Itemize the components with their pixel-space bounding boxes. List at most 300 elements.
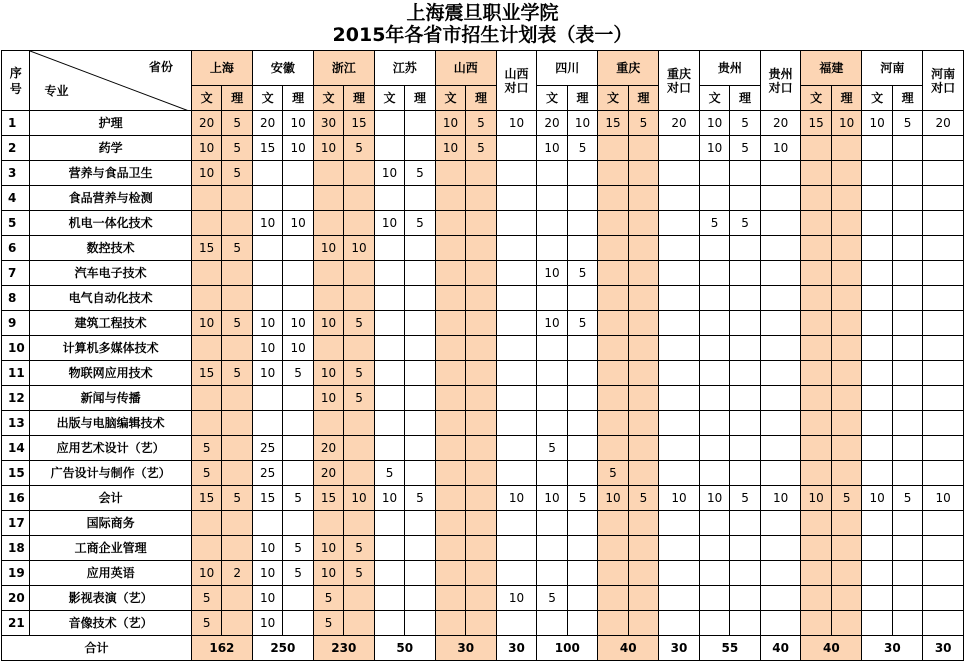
data-cell [892,511,922,536]
data-cell [496,511,537,536]
data-cell [537,536,567,561]
data-cell [283,161,313,186]
data-cell [892,136,922,161]
data-cell: 10 [313,236,343,261]
row-number: 1 [2,111,30,136]
data-cell: 10 [801,486,831,511]
data-cell: 10 [567,111,597,136]
data-cell: 5 [191,436,221,461]
data-cell [496,311,537,336]
data-cell [923,336,964,361]
data-cell: 10 [699,486,729,511]
data-cell: 10 [699,136,729,161]
data-cell: 20 [191,111,221,136]
data-cell [801,236,831,261]
row-major: 数控技术 [30,236,191,261]
data-cell: 5 [628,486,658,511]
data-cell [730,361,760,386]
data-cell [405,561,435,586]
data-cell: 10 [496,586,537,611]
total-value: 30 [862,636,923,661]
data-cell: 10 [252,536,282,561]
data-cell [628,286,658,311]
data-cell [313,511,343,536]
data-cell: 20 [923,111,964,136]
data-cell [699,311,729,336]
data-cell: 10 [659,486,700,511]
data-cell [801,186,831,211]
data-cell [496,336,537,361]
data-cell: 10 [496,111,537,136]
data-cell [537,186,567,211]
row-major: 机电一体化技术 [30,211,191,236]
data-cell [659,311,700,336]
data-cell [730,386,760,411]
data-cell [923,411,964,436]
data-cell [862,536,892,561]
data-cell [659,586,700,611]
data-cell [537,286,567,311]
data-cell [923,361,964,386]
data-cell [760,361,801,386]
header-li: 理 [466,86,496,111]
row-major: 新闻与传播 [30,386,191,411]
data-cell: 10 [374,486,404,511]
data-cell [405,586,435,611]
table-row [2,511,964,536]
data-cell: 10 [252,561,282,586]
data-cell [567,186,597,211]
row-major: 会计 [30,486,191,511]
data-cell [567,611,597,636]
row-major: 建筑工程技术 [30,311,191,336]
data-cell [831,136,861,161]
data-cell [496,361,537,386]
data-cell [659,411,700,436]
data-cell [659,136,700,161]
data-cell: 5 [222,486,252,511]
data-cell: 5 [222,136,252,161]
data-cell [466,561,496,586]
data-cell [496,611,537,636]
data-cell [659,536,700,561]
table-row [2,461,964,486]
data-cell: 10 [923,486,964,511]
data-cell [283,286,313,311]
data-cell [191,536,221,561]
data-cell [191,286,221,311]
data-cell [730,161,760,186]
data-cell: 10 [435,136,465,161]
header-li: 理 [344,86,374,111]
data-cell [344,461,374,486]
data-cell: 15 [191,361,221,386]
data-cell: 5 [191,611,221,636]
total-value: 30 [923,636,964,661]
data-cell: 5 [730,486,760,511]
data-cell [801,411,831,436]
data-cell [283,611,313,636]
data-cell [374,261,404,286]
data-cell [598,536,628,561]
data-cell [760,186,801,211]
data-cell [537,236,567,261]
data-cell [567,286,597,311]
data-cell [466,311,496,336]
total-value: 250 [252,636,313,661]
data-cell [730,511,760,536]
row-major: 护理 [30,111,191,136]
header-province-label: 省份 [148,60,173,74]
data-cell [862,561,892,586]
data-cell [892,336,922,361]
data-cell [923,286,964,311]
data-cell [252,236,282,261]
data-cell: 15 [313,486,343,511]
data-cell [862,511,892,536]
data-cell [313,261,343,286]
data-cell [496,286,537,311]
data-cell [831,411,861,436]
data-cell [405,411,435,436]
data-cell [831,336,861,361]
data-cell [496,461,537,486]
data-cell: 10 [191,311,221,336]
data-cell [760,461,801,486]
data-cell [405,611,435,636]
data-cell [374,186,404,211]
data-cell [191,411,221,436]
data-cell [313,336,343,361]
data-cell: 10 [313,311,343,336]
table-row [2,261,964,286]
header-province: 河南 [862,51,923,86]
data-cell: 5 [730,111,760,136]
data-cell [831,211,861,236]
data-cell [760,436,801,461]
data-cell [659,261,700,286]
header-li: 理 [222,86,252,111]
data-cell: 10 [283,211,313,236]
data-cell [567,161,597,186]
data-cell [435,461,465,486]
data-cell [699,336,729,361]
data-cell [659,561,700,586]
data-cell [344,161,374,186]
table-row [2,586,964,611]
data-cell [598,511,628,536]
data-cell: 5 [313,586,343,611]
data-cell [862,311,892,336]
data-cell [923,461,964,486]
data-cell: 10 [252,311,282,336]
data-cell [760,286,801,311]
table-row [2,536,964,561]
data-cell: 20 [537,111,567,136]
data-cell [892,461,922,486]
data-cell [760,611,801,636]
data-cell [567,536,597,561]
data-cell [374,361,404,386]
row-number: 18 [2,536,30,561]
data-cell: 5 [283,561,313,586]
table-row [2,486,964,511]
data-cell [283,436,313,461]
data-cell [598,411,628,436]
data-cell [699,261,729,286]
data-cell [313,411,343,436]
enrollment-plan-table [1,50,964,661]
data-cell [628,586,658,611]
data-cell [659,236,700,261]
data-cell [801,286,831,311]
data-cell [344,436,374,461]
row-major: 音像技术（艺） [30,611,191,636]
data-cell [466,586,496,611]
data-cell [344,411,374,436]
data-cell: 5 [831,486,861,511]
data-cell [628,311,658,336]
data-cell [405,111,435,136]
data-cell [374,511,404,536]
data-cell [598,361,628,386]
data-cell [862,236,892,261]
data-cell [537,561,567,586]
data-cell [222,461,252,486]
data-cell: 10 [496,486,537,511]
row-number: 14 [2,436,30,461]
data-cell [598,586,628,611]
row-major: 影视表演（艺） [30,586,191,611]
data-cell: 5 [730,136,760,161]
data-cell [252,411,282,436]
table-row [2,311,964,336]
data-cell [923,511,964,536]
header-wen: 文 [252,86,282,111]
data-cell [496,536,537,561]
data-cell [537,361,567,386]
data-cell [598,161,628,186]
data-cell: 10 [313,361,343,386]
data-cell [283,386,313,411]
data-cell [466,236,496,261]
data-cell [222,336,252,361]
data-cell [628,161,658,186]
data-cell [222,211,252,236]
row-number: 16 [2,486,30,511]
data-cell [730,236,760,261]
data-cell [466,536,496,561]
row-major: 应用英语 [30,561,191,586]
data-cell: 5 [222,311,252,336]
data-cell [374,386,404,411]
data-cell [760,411,801,436]
data-cell [801,461,831,486]
data-cell: 10 [699,111,729,136]
data-cell [435,436,465,461]
data-cell [699,161,729,186]
data-cell [862,161,892,186]
data-cell [466,461,496,486]
data-cell [628,136,658,161]
data-cell: 5 [699,211,729,236]
data-cell [405,336,435,361]
data-cell [760,561,801,586]
data-cell [496,186,537,211]
data-cell: 5 [730,211,760,236]
data-cell: 10 [252,611,282,636]
data-cell [923,261,964,286]
data-cell [862,436,892,461]
data-cell [598,211,628,236]
data-cell [699,186,729,211]
row-number: 8 [2,286,30,311]
data-cell [923,236,964,261]
data-cell [760,261,801,286]
data-cell [760,511,801,536]
data-cell [374,286,404,311]
data-cell [537,611,567,636]
data-cell [862,211,892,236]
data-cell: 15 [344,111,374,136]
table-row [2,136,964,161]
data-cell [435,386,465,411]
data-cell [496,436,537,461]
data-cell [659,436,700,461]
data-cell [537,336,567,361]
data-cell [801,511,831,536]
table-row [2,386,964,411]
data-cell [831,611,861,636]
data-cell [831,586,861,611]
data-cell [567,461,597,486]
row-major: 工商企业管理 [30,536,191,561]
table-row [2,186,964,211]
data-cell [730,536,760,561]
data-cell [598,611,628,636]
data-cell [405,311,435,336]
data-cell [567,586,597,611]
data-cell [892,311,922,336]
data-cell: 5 [283,361,313,386]
data-cell [760,386,801,411]
data-cell [862,336,892,361]
data-cell [405,136,435,161]
data-cell: 15 [252,136,282,161]
data-cell [598,386,628,411]
data-cell [801,211,831,236]
data-cell: 5 [405,161,435,186]
data-cell [730,611,760,636]
total-value: 40 [598,636,659,661]
data-cell [374,586,404,611]
data-cell: 5 [374,461,404,486]
data-cell: 10 [283,136,313,161]
data-cell: 30 [313,111,343,136]
total-value: 30 [659,636,700,661]
data-cell [191,211,221,236]
data-cell [191,336,221,361]
data-cell [537,511,567,536]
data-cell [628,261,658,286]
data-cell [801,561,831,586]
data-cell [628,536,658,561]
data-cell [659,336,700,361]
data-cell: 10 [831,111,861,136]
data-cell [435,536,465,561]
data-cell [831,461,861,486]
data-cell [831,361,861,386]
data-cell [405,361,435,386]
total-value: 30 [435,636,496,661]
data-cell [862,286,892,311]
data-cell [760,536,801,561]
header-li: 理 [730,86,760,111]
data-cell [466,411,496,436]
data-cell: 5 [344,361,374,386]
data-cell [862,261,892,286]
header-li: 理 [628,86,658,111]
data-cell [405,386,435,411]
data-cell [252,186,282,211]
data-cell: 5 [344,386,374,411]
data-cell [862,136,892,161]
header-province-duikou: 重庆 对口 [659,51,700,111]
row-major: 广告设计与制作（艺） [30,461,191,486]
data-cell [567,511,597,536]
data-cell [374,311,404,336]
row-major: 国际商务 [30,511,191,536]
total-label: 合计 [2,636,192,661]
total-value: 100 [537,636,598,661]
data-cell [405,261,435,286]
data-cell [628,611,658,636]
data-cell [435,336,465,361]
data-cell: 5 [466,111,496,136]
data-cell [567,211,597,236]
data-cell [862,461,892,486]
data-cell: 10 [598,486,628,511]
data-cell [892,161,922,186]
data-cell [222,386,252,411]
data-cell [252,386,282,411]
data-cell [252,511,282,536]
data-cell [730,336,760,361]
data-cell [466,161,496,186]
data-cell [496,136,537,161]
data-cell [760,311,801,336]
data-cell [628,336,658,361]
data-cell: 5 [567,261,597,286]
data-cell [923,561,964,586]
data-cell [374,436,404,461]
data-cell [191,386,221,411]
header-li: 理 [405,86,435,111]
data-cell [435,411,465,436]
data-cell [313,286,343,311]
data-cell [831,161,861,186]
data-cell [567,361,597,386]
header-wen: 文 [374,86,404,111]
header-wen: 文 [862,86,892,111]
data-cell: 15 [191,236,221,261]
data-cell [344,336,374,361]
data-cell [496,211,537,236]
data-cell [466,611,496,636]
data-cell: 25 [252,436,282,461]
data-cell [191,186,221,211]
data-cell [598,286,628,311]
